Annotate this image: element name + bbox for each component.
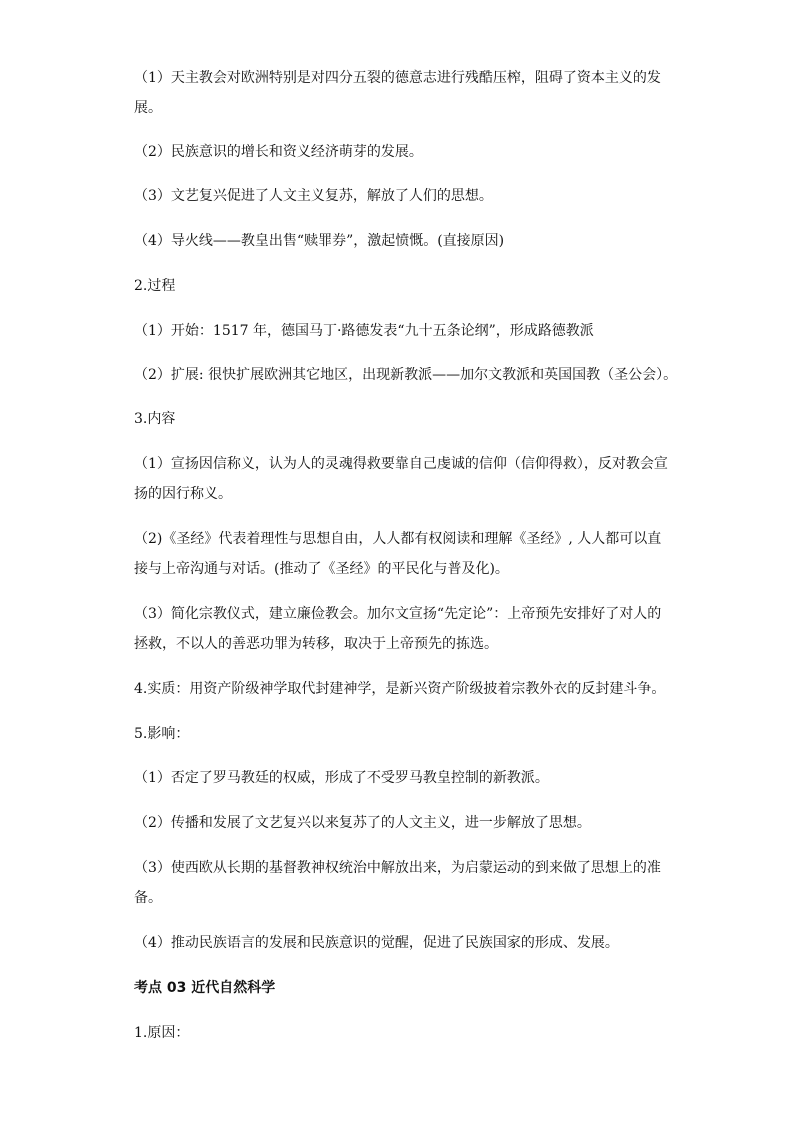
text-line: （3）简化宗教仪式，建立廉俭教会。加尔文宣扬“先定论”：上帝预先安排好了对人的 <box>134 606 662 622</box>
text-line: 备。 <box>134 890 162 906</box>
text-line: （2）民族意识的增长和资义经济萌芽的发展。 <box>134 144 423 160</box>
text-line: （4）推动民族语言的发展和民族意识的觉醒，促进了民族国家的形成、发展。 <box>134 935 619 951</box>
text-line: （4）导火线——教皇出售“赎罪券”，激起愤慨。(直接原因) <box>134 233 505 249</box>
text-line: （2）传播和发展了文艺复兴以来复苏了的人文主义，进一步解放了思想。 <box>134 815 591 831</box>
text-line: 展。 <box>134 100 162 116</box>
text-line: 拯救，不以人的善恶功罪为转移，取决于上帝预先的拣选。 <box>134 636 498 652</box>
section-heading: 3.内容 <box>134 411 176 427</box>
text-line: 4.实质：用资产阶级神学取代封建神学，是新兴资产阶级披着宗教外衣的反封建斗争。 <box>134 681 666 697</box>
text-line: （2)《圣经》代表着理性与思想自由，人人都有权阅读和理解《圣经》, 人人都可以直 <box>134 531 662 547</box>
topic-heading: 考点 03 近代自然科学 <box>134 980 276 996</box>
section-heading: 5.影响： <box>134 726 190 742</box>
text-line: （3）文艺复兴促进了人文主义复苏，解放了人们的思想。 <box>134 188 493 204</box>
text-line: （1）否定了罗马教廷的权威，形成了不受罗马教皇控制的新教派。 <box>134 770 549 786</box>
text-line: （1）天主教会对欧洲特别是对四分五裂的德意志进行残酷压榨，阻碍了资本主义的发 <box>134 70 661 86</box>
text-line: （1）宣扬因信称义，认为人的灵魂得救要靠自己虔诚的信仰（信仰得救），反对教会宣 <box>134 456 668 472</box>
section-heading: 2.过程 <box>134 278 176 294</box>
text-line: （1）开始：1517 年，德国马丁·路德发表“九十五条论纲”，形成路德教派 <box>134 323 594 339</box>
text-line: （2）扩展: 很快扩展欧洲其它地区，出现新教派——加尔文教派和英国国教（圣公会）。 <box>134 367 678 383</box>
text-line: （3）使西欧从长期的基督教神权统治中解放出来，为启蒙运动的到来做了思想上的准 <box>134 860 661 876</box>
section-heading: 1.原因： <box>134 1025 190 1041</box>
text-line: 接与上帝沟通与对话。(推动了《圣经》的平民化与普及化)。 <box>134 561 509 577</box>
text-line: 扬的因行称义。 <box>134 486 232 502</box>
